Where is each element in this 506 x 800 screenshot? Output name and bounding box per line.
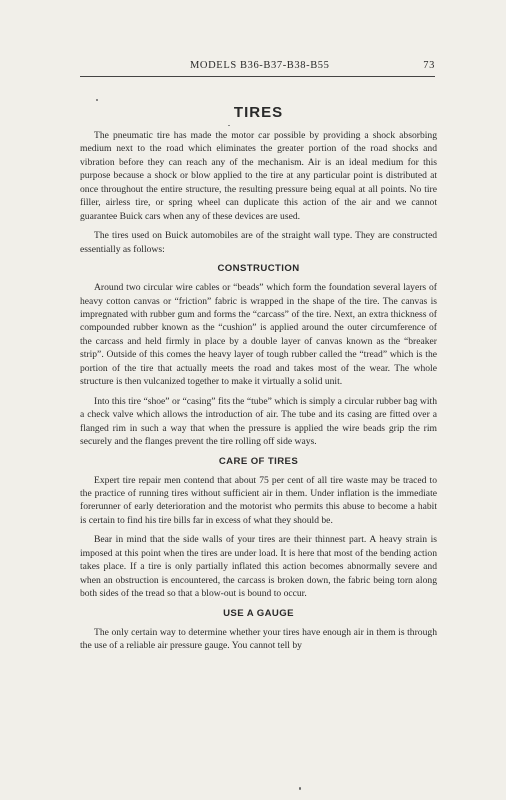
intro-paragraph: The pneumatic tire has made the motor car possible by providing a shock absorbing medium next to the road which eliminates the greater portion of the road shocks and vibration before they can reach any of the mechanism. Air is an ideal medium for this purpose because a shock or blow applied to the tire at any particular point is distributed at once throughout the entire structure, the resulting pressure being equal at all points. No tire filler, airless tire, or spring wheel can duplicate this action of the air and we cannot guarantee Buick cars when any of these devices are used.	[80, 130, 437, 222]
chapter-title: TIRES	[233, 104, 284, 121]
paper-speck	[299, 787, 301, 790]
running-header-title: MODELS B36-B37-B38-B55	[190, 60, 330, 71]
intro-paragraph: The tires used on Buick automobiles are of the straight wall type. They are constructed essentially as follows:	[80, 230, 437, 255]
page-body	[80, 104, 437, 659]
section-heading-use-a-gauge: USE A GAUGE	[223, 607, 294, 619]
paper-speck	[228, 125, 230, 126]
body-paragraph: Expert tire repair men contend that about 75 per cent of all tire waste may be traced to the practice of running tires without sufficient air in them. Under inflation is the immediate forerunner of early deterioration and the motorist who permits this abuse to become a habit is certain to find his tire bills far in excess of what they should be.	[80, 474, 437, 526]
body-paragraph: Into this tire “shoe” or “casing” fits the “tube” which is simply a circular rubber bag with a check valve which allows the introduction of air. The tube and its casing are fitted over a flanged rim in such a way that when the pressure is applied the wire beads grip the rim securely and the flanges prevent the tire rolling off side ways.	[80, 395, 437, 448]
body-paragraph: Bear in mind that the side walls of your tires are their thinnest part. A heavy strain is imposed at this point when the tires are under load. It is here that most of the bending action takes place. If a tire is only partially inflated this action becomes abnormally severe and when an obstruction is encountered, the carcass is broken down, the fabric being torn along both sides of the tread so that a blow-out is bound to occur.	[80, 534, 437, 600]
page-number: 73	[423, 60, 435, 71]
page-header	[80, 58, 435, 77]
paper-speck	[96, 99, 98, 101]
body-paragraph: The only certain way to determine whether your tires have enough air in them is through the use of a reliable air pressure gauge. You cannot tell by	[80, 626, 437, 652]
section-heading-care-of-tires: CARE OF TIRES	[218, 455, 299, 467]
body-paragraph: Around two circular wire cables or “beads” which form the foundation several layers of heavy cotton canvas or “friction” fabric is wrapped in the shape of the tire. The canvas is impregnated with rubber gum and forms the “carcass” of the tire. Next, an extra thickness of compounded rubber known as the “cushion” is applied around the outer circumference of the carcass and held firmly in place by a double layer of canvas known as the “breaker strip”. Outside of this comes the heavy layer of tough rubber called the “tread” which is the portion of the tire that actually meets the road and takes most of the wear. The whole structure is then vulcanized together to make it virtually a solid unit.	[80, 282, 437, 388]
section-heading-construction: CONSTRUCTION	[217, 263, 300, 275]
